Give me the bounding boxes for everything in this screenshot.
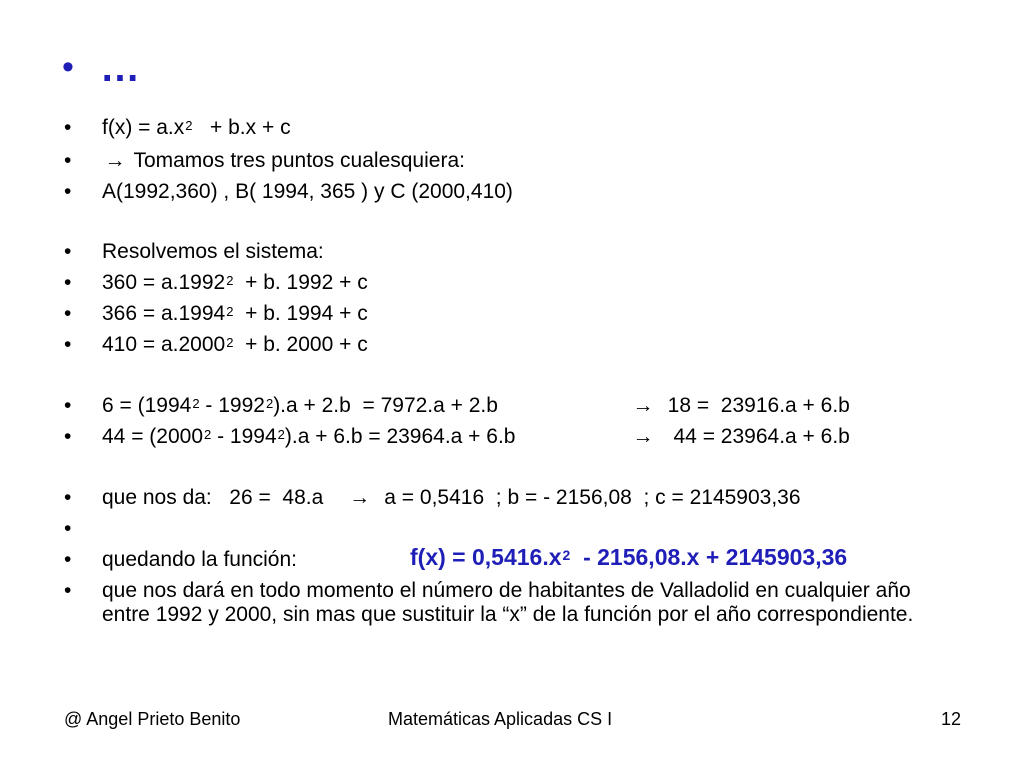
bullet: • <box>64 486 72 509</box>
bullet: • <box>64 116 72 139</box>
text: 410 = a.2000 <box>102 333 226 356</box>
exponent: 2 <box>204 427 212 442</box>
bullet: • <box>64 517 72 540</box>
text: quedando la función: <box>102 548 297 571</box>
footer-author: @ Angel Prieto Benito <box>64 709 241 729</box>
text: - 1994 <box>211 425 277 448</box>
arrow-icon: → <box>632 425 654 448</box>
exponent: 2 <box>226 273 234 288</box>
text: + b.x + c <box>192 116 291 139</box>
bullet: • <box>64 394 72 417</box>
exponent: 2 <box>277 427 285 442</box>
arrow-icon: → <box>104 149 126 172</box>
slide-title: … <box>100 46 140 90</box>
bullet: • <box>64 240 72 263</box>
exponent: 2 <box>226 304 234 319</box>
bullet: • <box>64 548 72 571</box>
text: 44 = 23964.a + 6.b <box>667 425 850 448</box>
exponent: 2 <box>562 547 571 563</box>
text: + b. 1992 + c <box>233 271 368 294</box>
text: 6 = (1994 <box>102 394 192 417</box>
exponent: 2 <box>265 396 274 411</box>
text: + b. 2000 + c <box>233 333 368 356</box>
arrow-icon: → <box>349 486 371 509</box>
text: 44 = (2000 <box>102 425 204 448</box>
text: - 2156,08.x + 2145903,36 <box>570 544 848 570</box>
text: 360 = a.1992 <box>102 271 226 294</box>
text: f(x) = 0,5416.x <box>410 544 562 570</box>
text: que nos da: 26 = 48.a <box>102 486 324 509</box>
exponent: 2 <box>192 396 200 411</box>
text: + b. 1994 + c <box>233 302 368 325</box>
text: ).a + 2.b = 7972.a + 2.b <box>273 394 498 417</box>
bullet: • <box>64 271 72 294</box>
explanation-paragraph: que nos dará en todo momento el número de habitantes de Valladolid en cualquier año entre 1992 y 2000, sin mas que sustituir la “x” de la función por el año correspondiente. <box>102 579 914 626</box>
arrow-icon: → <box>632 394 654 417</box>
exponent: 2 <box>185 118 193 133</box>
bullet: • <box>64 333 72 356</box>
text: Tomamos tres puntos cualesquiera: <box>128 149 465 172</box>
footer-course: Matemáticas Aplicadas CS I <box>388 709 613 729</box>
text: f(x) = a.x <box>102 116 185 139</box>
footer-page-number: 12 <box>941 709 962 729</box>
bullet: • <box>64 180 72 203</box>
final-function <box>410 545 847 569</box>
text: Resolvemos el sistema: <box>102 240 324 263</box>
text: a = 0,5416 ; b = - 2156,08 ; c = 2145903,36 <box>384 486 801 509</box>
text: 18 = 23916.a + 6.b <box>667 394 850 417</box>
text: 366 = a.1994 <box>102 302 226 325</box>
bullet: • <box>64 302 72 325</box>
bullet: • <box>64 425 72 448</box>
title-bullet: • <box>62 48 74 86</box>
bullet: • <box>64 579 72 602</box>
text: ).a + 6.b = 23964.a + 6.b <box>284 425 516 448</box>
exponent: 2 <box>226 335 234 350</box>
text: A(1992,360) , B( 1994, 365 ) y C (2000,410) <box>102 180 513 203</box>
bullet: • <box>64 149 72 172</box>
text: - 1992 <box>199 394 265 417</box>
